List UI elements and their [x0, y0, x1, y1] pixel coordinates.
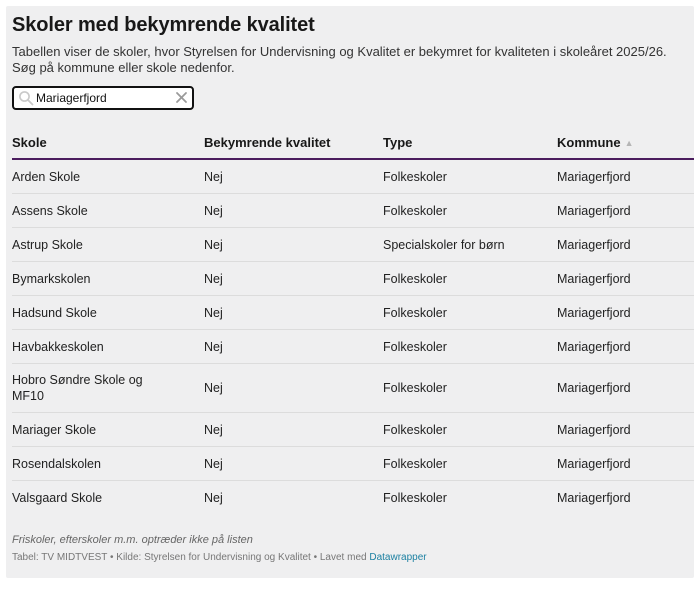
- cell-skole: [12, 262, 204, 296]
- cell-kommune: [557, 262, 694, 296]
- cell-text: Nej: [204, 271, 223, 286]
- column-header-kommune[interactable]: [557, 126, 694, 159]
- cell-text: Folkeskoler: [383, 339, 447, 354]
- table-row: [12, 194, 694, 228]
- cell-text: Astrup Skole: [12, 237, 83, 252]
- sort-ascending-icon: ▲: [624, 137, 634, 148]
- column-header-bekymrende-kvalitet[interactable]: [204, 126, 383, 159]
- cell-text: Folkeskoler: [383, 456, 447, 471]
- cell-skole: [12, 481, 204, 515]
- column-header-label: Kommune: [557, 134, 621, 150]
- cell-text: Nej: [204, 422, 223, 437]
- cell-bekymrende-kvalitet: [204, 364, 383, 413]
- cell-kommune: [557, 228, 694, 262]
- table-row: [12, 262, 694, 296]
- table-row: [12, 364, 694, 413]
- cell-type: [383, 447, 557, 481]
- cell-text: Mariagerfjord: [557, 271, 631, 286]
- source-text: Tabel: TV MIDTVEST • Kilde: Styrelsen for Undervisning og Kvalitet • Lavet med: [12, 552, 370, 563]
- datawrapper-link[interactable]: Datawrapper: [369, 552, 427, 563]
- cell-text: Mariager Skole: [12, 422, 97, 437]
- cell-skole: [12, 296, 204, 330]
- cell-skole: [12, 159, 204, 194]
- table-row: [12, 296, 694, 330]
- cell-bekymrende-kvalitet: [204, 159, 383, 194]
- cell-kommune: [557, 296, 694, 330]
- cell-skole: [12, 413, 204, 447]
- cell-text: Folkeskoler: [383, 169, 447, 184]
- cell-text: Nej: [204, 381, 223, 395]
- cell-bekymrende-kvalitet: [204, 481, 383, 515]
- table-row: [12, 228, 694, 262]
- column-header-label: Skole: [12, 134, 47, 150]
- cell-text: Mariagerfjord: [557, 490, 631, 505]
- table-row: [12, 481, 694, 515]
- table-description: Tabellen viser de skoler, hvor Styrelsen for Undervisning og Kvalitet er bekymret for kvaliteten i skoleåret 2025/26. Søg på kommune eller skole nedenfor.: [12, 44, 667, 75]
- schools-table: [12, 126, 694, 514]
- cell-skole: [12, 330, 204, 364]
- cell-text: Mariagerfjord: [557, 237, 631, 252]
- cell-text: Assens Skole: [12, 203, 88, 218]
- close-icon[interactable]: [175, 91, 188, 104]
- table-card: [6, 6, 694, 578]
- cell-text: Nej: [204, 169, 223, 184]
- cell-kommune: [557, 194, 694, 228]
- cell-bekymrende-kvalitet: [204, 413, 383, 447]
- table-row: [12, 447, 694, 481]
- cell-type: [383, 228, 557, 262]
- cell-text: Nej: [204, 203, 223, 218]
- cell-skole: [12, 364, 204, 413]
- cell-text: Folkeskoler: [383, 422, 447, 437]
- cell-skole: [12, 194, 204, 228]
- cell-kommune: [557, 481, 694, 515]
- cell-bekymrende-kvalitet: [204, 447, 383, 481]
- page-title: Skoler med bekymrende kvalitet: [12, 14, 315, 36]
- cell-text: Mariagerfjord: [557, 203, 631, 218]
- cell-type: [383, 481, 557, 515]
- column-header-type[interactable]: [383, 126, 557, 159]
- cell-kommune: [557, 447, 694, 481]
- cell-text: Hadsund Skole: [12, 305, 97, 320]
- cell-text: Folkeskoler: [383, 490, 447, 505]
- cell-type: [383, 296, 557, 330]
- cell-text: Mariagerfjord: [557, 422, 631, 437]
- cell-skole: [12, 447, 204, 481]
- cell-bekymrende-kvalitet: [204, 228, 383, 262]
- cell-bekymrende-kvalitet: [204, 194, 383, 228]
- cell-text: Havbakkeskolen: [12, 339, 104, 354]
- cell-type: [383, 364, 557, 413]
- cell-text: Rosendalskolen: [12, 456, 101, 471]
- cell-text: Folkeskoler: [383, 203, 447, 218]
- cell-kommune: [557, 413, 694, 447]
- column-header-label: Type: [383, 134, 413, 150]
- cell-text: Bymarkskolen: [12, 271, 91, 286]
- table-body: [12, 159, 694, 514]
- cell-text: Mariagerfjord: [557, 169, 631, 184]
- search-input[interactable]: [36, 89, 166, 106]
- cell-type: [383, 194, 557, 228]
- cell-kommune: [557, 159, 694, 194]
- table-row: [12, 330, 694, 364]
- cell-bekymrende-kvalitet: [204, 296, 383, 330]
- cell-text: Arden Skole: [12, 169, 81, 184]
- cell-text: Nej: [204, 456, 223, 471]
- cell-type: [383, 413, 557, 447]
- table-row: [12, 159, 694, 194]
- table-notes: Friskoler, efterskoler m.m. optræder ikke på listen: [12, 534, 253, 546]
- cell-text: Mariagerfjord: [557, 381, 631, 395]
- cell-bekymrende-kvalitet: [204, 330, 383, 364]
- cell-skole: [12, 228, 204, 262]
- cell-kommune: [557, 330, 694, 364]
- cell-text: Mariagerfjord: [557, 339, 631, 354]
- cell-type: [383, 330, 557, 364]
- cell-text: Nej: [204, 305, 223, 320]
- cell-text: Nej: [204, 339, 223, 354]
- cell-type: [383, 159, 557, 194]
- cell-text: Valsgaard Skole: [12, 490, 103, 505]
- cell-text: Nej: [204, 490, 223, 505]
- table-row: [12, 413, 694, 447]
- cell-kommune: [557, 364, 694, 413]
- cell-text: Folkeskoler: [383, 305, 447, 320]
- cell-text: Mariagerfjord: [557, 305, 631, 320]
- column-header-skole[interactable]: [12, 126, 204, 159]
- cell-text: Folkeskoler: [383, 381, 447, 395]
- search-icon: [18, 90, 34, 106]
- source-footer: [12, 552, 427, 563]
- cell-text: Mariagerfjord: [557, 456, 631, 471]
- column-header-label: Bekymrende kvalitet: [204, 134, 331, 150]
- search-box[interactable]: [12, 86, 194, 110]
- cell-text: Folkeskoler: [383, 271, 447, 286]
- cell-text: Nej: [204, 237, 223, 252]
- cell-bekymrende-kvalitet: [204, 262, 383, 296]
- cell-text: Hobro Søndre Skole og MF10: [12, 373, 143, 403]
- cell-text: Specialskoler for børn: [383, 237, 505, 252]
- cell-type: [383, 262, 557, 296]
- table-header-row: [12, 126, 694, 159]
